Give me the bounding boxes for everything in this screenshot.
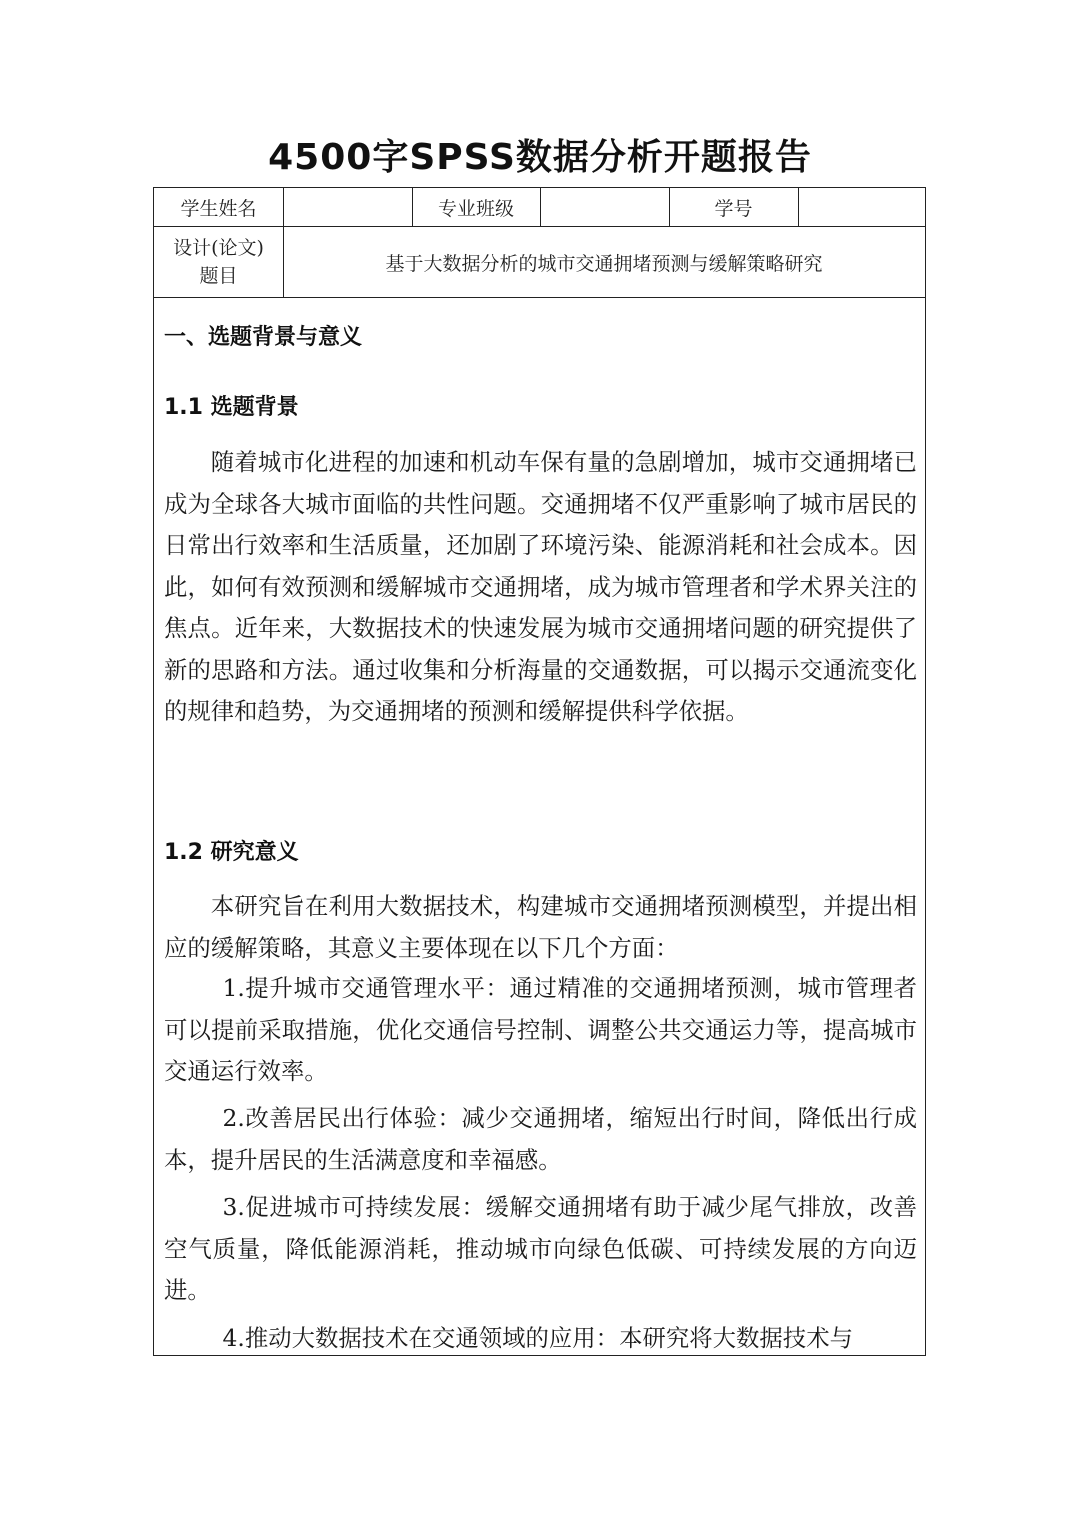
subsection-heading-significance: 1.2 研究意义 [164,840,299,865]
background-paragraph: 随着城市化进程的加速和机动车保有量的急剧增加，城市交通拥堵已成为全球各大城市面临的共性问题。交通拥堵不仅严重影响了城市居民的日常出行效率和生活质量，还加剧了环境污染、能源消耗和社会成本。因此，如何有效预测和缓解城市交通拥堵，成为城市管理者和学术界关注的焦点。近年来，大数据技术的快速发展为城市交通拥堵问题的研究提供了新的思路和方法。通过收集和分析海量的交通数据，可以揭示交通流变化的规律和趋势，为交通拥堵的预测和缓解提供科学依据。 [164,448,917,725]
thesis-topic-row [154,227,925,298]
thesis-topic-label [154,227,283,297]
student-name-label: 学生姓名 [180,197,257,220]
significance-point: 2.改善居民出行体验：减少交通拥堵，缩短出行时间，降低出行成本，提升居民的生活满意度和幸福感。 [164,1104,917,1174]
student-name-field [283,188,412,226]
document-title: 4500字SPSS数据分析开题报告 [268,137,812,178]
subsection-heading-background: 1.1 选题背景 [164,395,299,420]
thesis-topic-label-line2: 题目 [199,265,238,287]
major-class-label: 专业班级 [437,197,514,220]
student-id-label: 学号 [714,197,753,220]
student-info-row [154,188,925,227]
significance-point: 4.推动大数据技术在交通领域的应用：本研究将大数据技术与 [222,1324,853,1352]
thesis-topic-label-line1: 设计(论文) [173,237,264,259]
report-form [153,187,926,1356]
student-id-field [798,188,926,226]
report-body [154,298,925,1355]
section-heading-background-significance: 一、选题背景与意义 [164,325,363,350]
significance-point: 3.促进城市可持续发展：缓解交通拥堵有助于减少尾气排放，改善空气质量，降低能源消耗，推动城市向绿色低碳、可持续发展的方向迈进。 [164,1193,917,1304]
major-class-field [540,188,669,226]
significance-intro-paragraph: 本研究旨在利用大数据技术，构建城市交通拥堵预测模型，并提出相应的缓解策略，其意义主要体现在以下几个方面： [164,892,917,962]
thesis-topic-value: 基于大数据分析的城市交通拥堵预测与缓解策略研究 [385,252,823,275]
significance-point: 1.提升城市交通管理水平：通过精准的交通拥堵预测，城市管理者可以提前采取措施，优化交通信号控制、调整公共交通运力等，提高城市交通运行效率。 [164,974,917,1085]
